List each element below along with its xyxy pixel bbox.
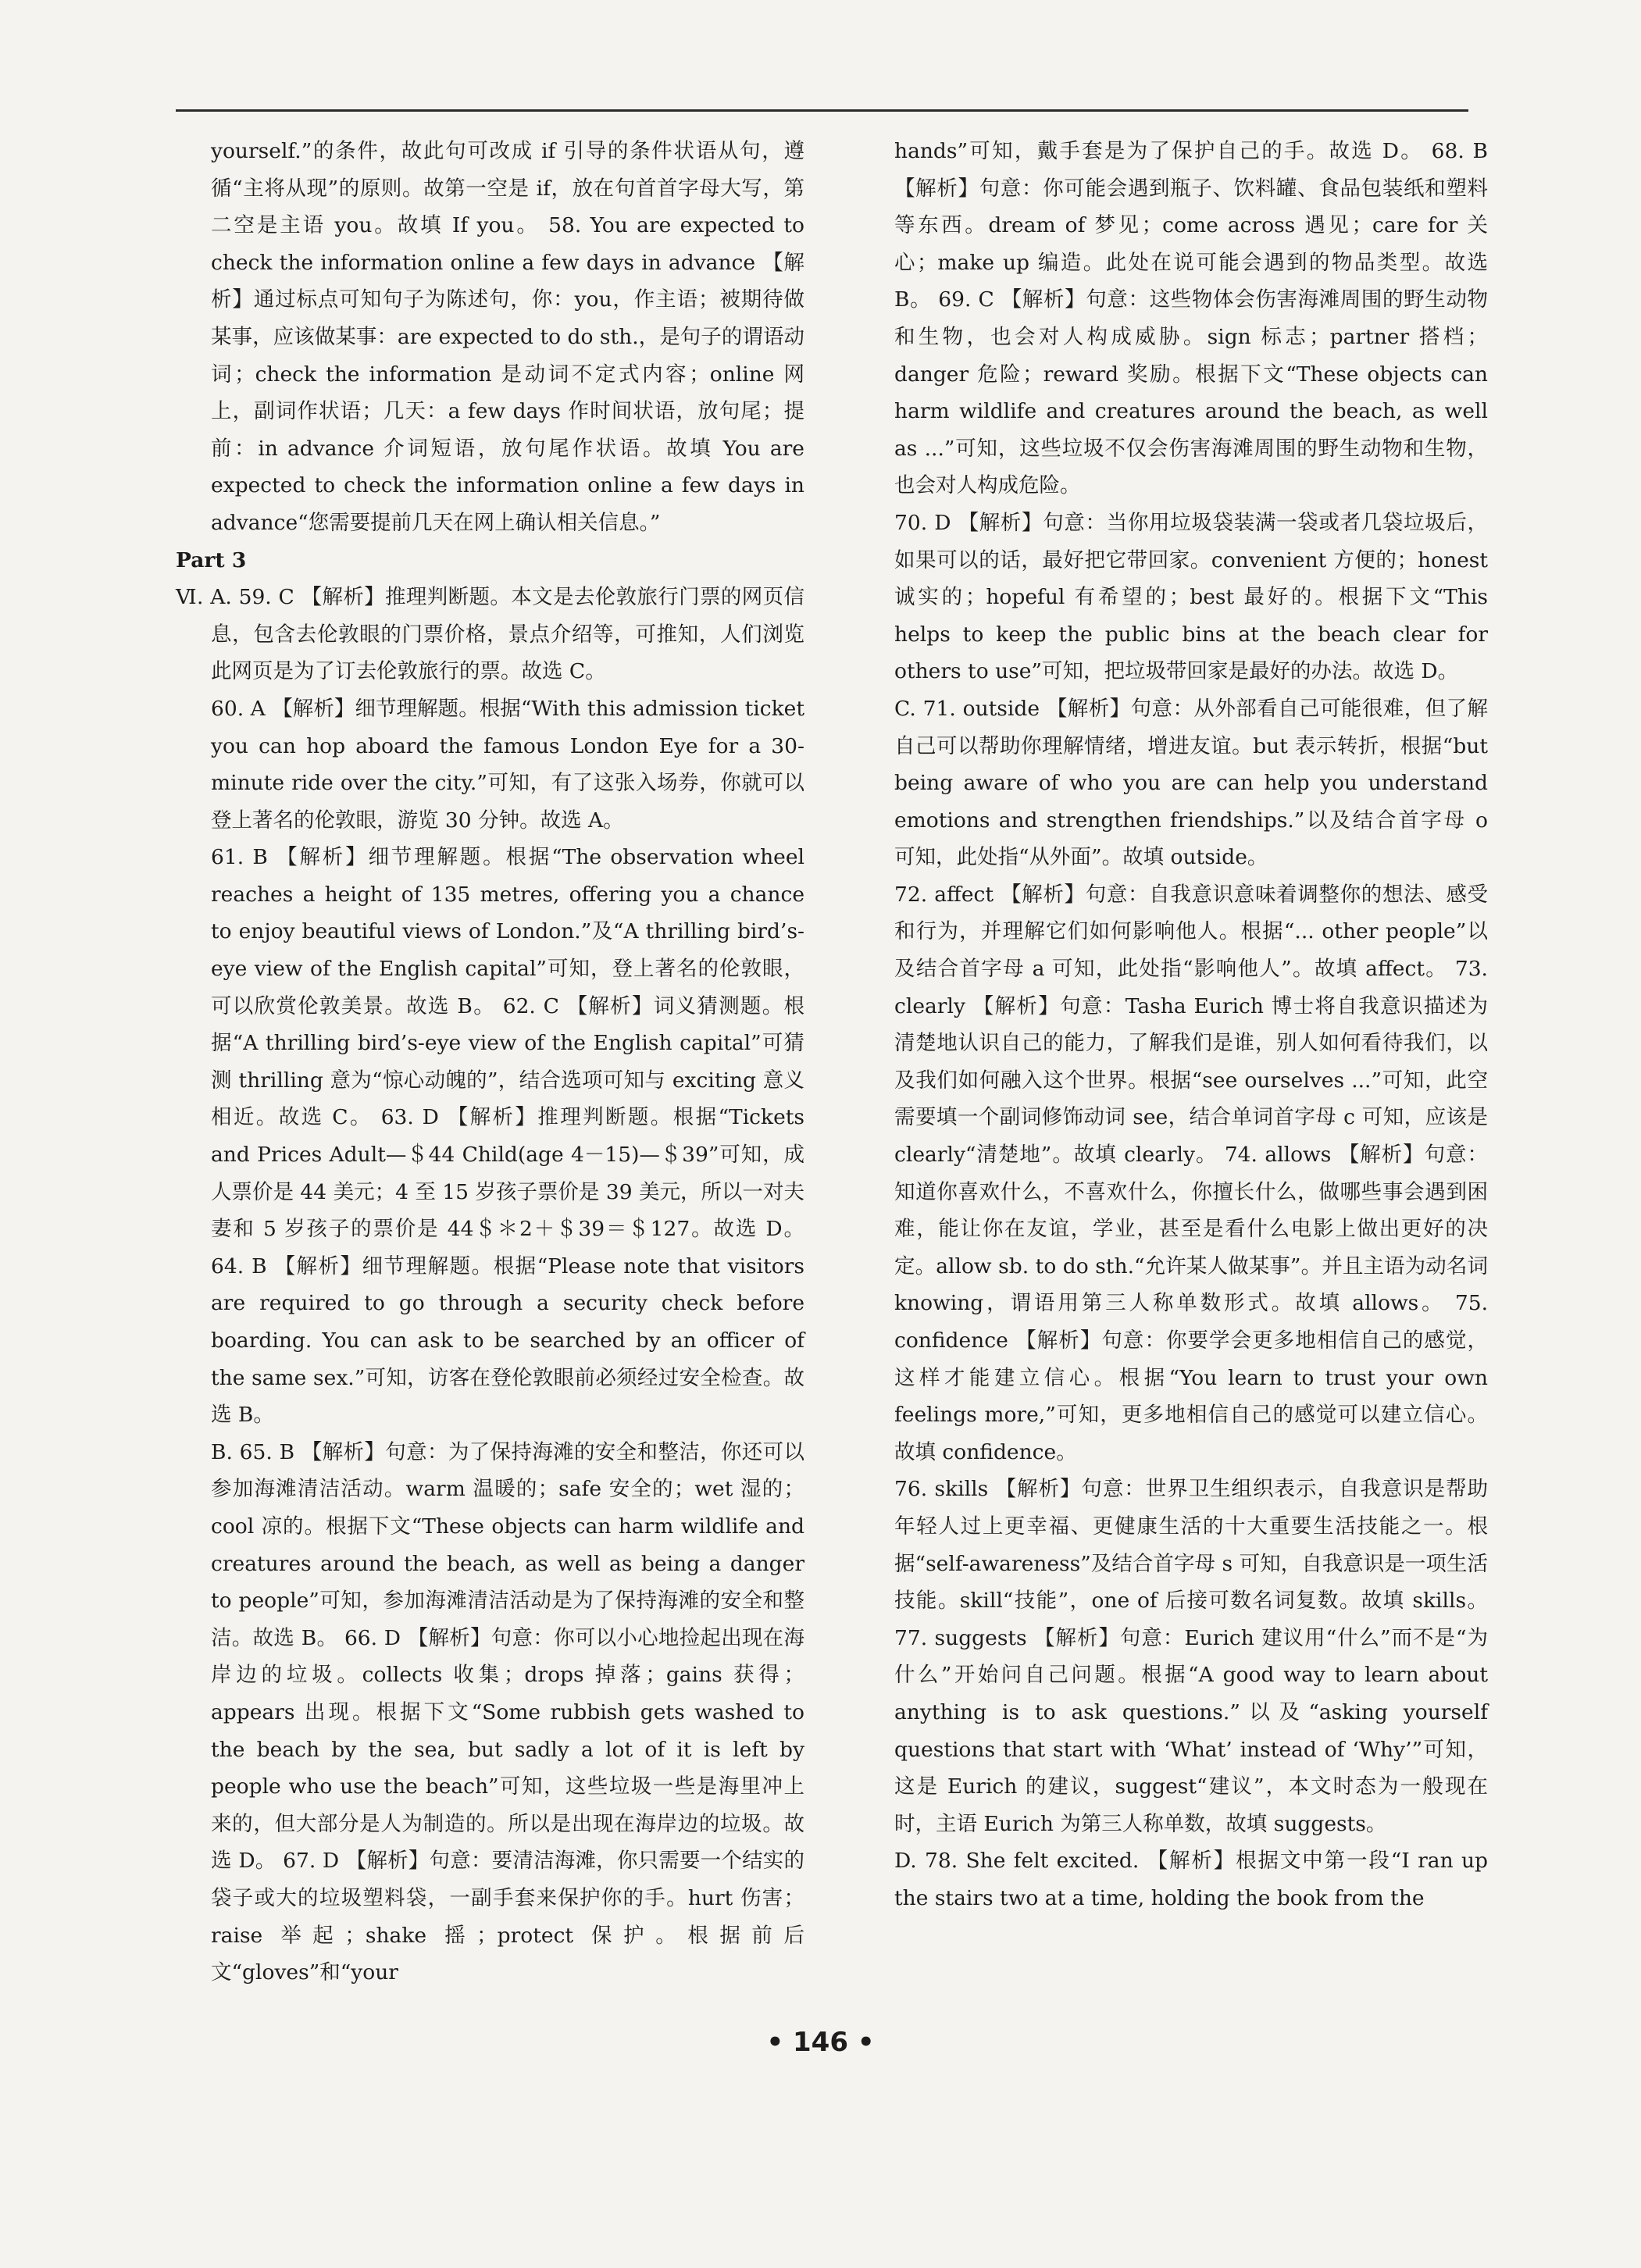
right-column bbox=[859, 133, 1488, 1917]
paragraph: 72. affect 【解析】句意：自我意识意味着调整你的想法、感受和行为，并理解它们如何影响他人。根据“... other people”以及结合首字母 a 可知，此处指“影响他人”。故填 affect。 73. clearly 【解析】句意：Tasha Eurich 博士将自我意识描述为清楚地认识自己的能力，了解我们是谁，别人如何看待我们，以及我们如何融入这个世界。根据“see ourselves ...”可知，此空需要填一个副词修饰动词 see，结合单词首字母 c 可知，应该是 clearly“清楚地”。故填 clearly。 74. allows 【解析】句意：知道你喜欢什么，不喜欢什么，你擅长什么，做哪些事会遇到困难，能让你在友谊，学业，甚至是看什么电影上做出更好的决定。allow sb. to do sth.“允许某人做某事”。并且主语为动名词 knowing，谓语用第三人称单数形式。故填 allows。 75. confidence 【解析】句意：你要学会更多地相信自己的感觉，这样才能建立信心。根据“You learn to trust your own feelings more,”可知，更多地相信自己的感觉可以建立信心。故填 confidence。 bbox=[894, 882, 1488, 1464]
paragraph: B. 65. B 【解析】句意：为了保持海滩的安全和整洁，你还可以参加海滩清洁活动。warm 温暖的；safe 安全的；wet 湿的；cool 凉的。根据下文“These objects can harm wildlife and creatures around the beach, as well as being a danger to people”可知，参加海滩清洁活动是为了保持海滩的安全和整洁。故选 B。 66. D 【解析】句意：你可以小心地捡起出现在海岸边的垃圾。collects 收集；drops 掉落；gains 获得；appears 出现。根据下文“Some rubbish gets washed to the beach by the sea, but sadly a lot of it is left by people who use the beach”可知，这些垃圾一些是海里冲上来的，但大部分是人为制造的。所以是出现在海岸边的垃圾。故选 D。 67. D 【解析】句意：要清洁海滩，你只需要一个结实的袋子或大的垃圾塑料袋，一副手套来保护你的手。hurt 伤害；raise 举起；shake 摇；protect 保护。根据前后文“gloves”和“your bbox=[211, 1439, 804, 1985]
paragraph: C. 71. outside 【解析】句意：从外部看自己可能很难，但了解自己可以帮助你理解情绪，增进友谊。but 表示转折，根据“but being aware of who you are can help you understand emotions and strengthen friendships.”以及结合首字母 o 可知，此处指“从外面”。故填 outside。 bbox=[894, 696, 1488, 870]
section-heading: Part 3 bbox=[176, 547, 247, 572]
paragraph: hands”可知，戴手套是为了保护自己的手。故选 D。 68. B 【解析】句意：你可能会遇到瓶子、饮料罐、食品包装纸和塑料等东西。dream of 梦见；come across 遇见；care for 关心；make up 编造。此处在说可能会遇到的物品类型。故选 B。 69. C 【解析】句意：这些物体会伤害海滩周围的野生动物和生物，也会对人构成威胁。sign 标志；partner 搭档；danger 危险；reward 奖励。根据下文“These objects can harm wildlife and creatures around the beach, as well as ...”可知，这些垃圾不仅会伤害海滩周围的野生动物和生物，也会对人构成危险。 bbox=[894, 139, 1488, 498]
paragraph: Ⅵ. A. 59. C 【解析】推理判断题。本文是去伦敦旅行门票的网页信息，包含去伦敦眼的门票价格，景点介绍等，可推知，人们浏览此网页是为了订去伦敦旅行的票。故选 C。 bbox=[176, 585, 804, 684]
paragraph: D. 78. She felt excited. 【解析】根据文中第一段“I ran up the stairs two at a time, holding the book from the bbox=[894, 1849, 1488, 1910]
page-number: • 146 • bbox=[766, 2027, 875, 2058]
paragraph: 76. skills 【解析】句意：世界卫生组织表示，自我意识是帮助年轻人过上更幸福、更健康生活的十大重要生活技能之一。根据“self-awareness”及结合首字母 s 可知，自我意识是一项生活技能。skill“技能”，one of 后接可数名词复数。故填 skills。 77. suggests 【解析】句意：Eurich 建议用“什么”而不是“为什么”开始问自己问题。根据“A good way to learn about anything is to ask questions.”以及“asking yourself questions that start with ‘What’ instead of ‘Why’”可知，这是 Eurich 的建议，suggest“建议”，本文时态为一般现在时，主语 Eurich 为第三人称单数，故填 suggests。 bbox=[894, 1477, 1488, 1836]
paragraph: 60. A 【解析】细节理解题。根据“With this admission ticket you can hop aboard the famous London Eye for a 30-minute ride over the city.”可知，有了这张入场券，你就可以登上著名的伦敦眼，游览 30 分钟。故选 A。 bbox=[211, 696, 804, 833]
left-column bbox=[176, 133, 804, 1992]
paragraph: 61. B 【解析】细节理解题。根据“The observation wheel reaches a height of 135 metres, offering you a chance to enjoy beautiful views of London.”及“A thrilling bird’s-eye view of the English capital”可知，登上著名的伦敦眼，可以欣赏伦敦美景。故选 B。 62. C 【解析】词义猜测题。根据“A thrilling bird’s-eye view of the English capital”可猜测 thrilling 意为“惊心动魄的”，结合选项可知与 exciting 意义相近。故选 C。 63. D 【解析】推理判断题。根据“Tickets and Prices Adult—＄44 Child(age 4－15)—＄39”可知，成人票价是 44 美元；4 至 15 岁孩子票价是 39 美元，所以一对夫妻和 5 岁孩子的票价是 44＄＊2＋＄39＝＄127。故选 D。 64. B 【解析】细节理解题。根据“Please note that visitors are required to go through a security check before boarding. You can ask to be searched by an officer of the same sex.”可知，访客在登伦敦眼前必须经过安全检查。故选 B。 bbox=[211, 845, 804, 1428]
paragraph: 70. D 【解析】句意：当你用垃圾袋装满一袋或者几袋垃圾后，如果可以的话，最好把它带回家。convenient 方便的；honest 诚实的；hopeful 有希望的；best 最好的。根据下文“This helps to keep the public bins at the beach clear for others to use”可知，把垃圾带回家是最好的办法。故选 D。 bbox=[894, 510, 1488, 684]
paragraph: yourself.”的条件，故此句可改成 if 引导的条件状语从句，遵循“主将从现”的原则。故第一空是 if，放在句首首字母大写，第二空是主语 you。故填 If you。 58. You are expected to check the information online a few days in advance 【解析】通过标点可知句子为陈述句，你：you，作主语；被期待做某事，应该做某事：are expected to do sth.，是句子的谓语动词；check the information 是动词不定式内容；online 网上，副词作状语；几天：a few days 作时间状语，放句尾；提前：in advance 介词短语，放句尾作状语。故填 You are expected to check the information online a few days in advance“您需要提前几天在网上确认相关信息。” bbox=[211, 139, 804, 535]
header-rule bbox=[176, 109, 1468, 112]
